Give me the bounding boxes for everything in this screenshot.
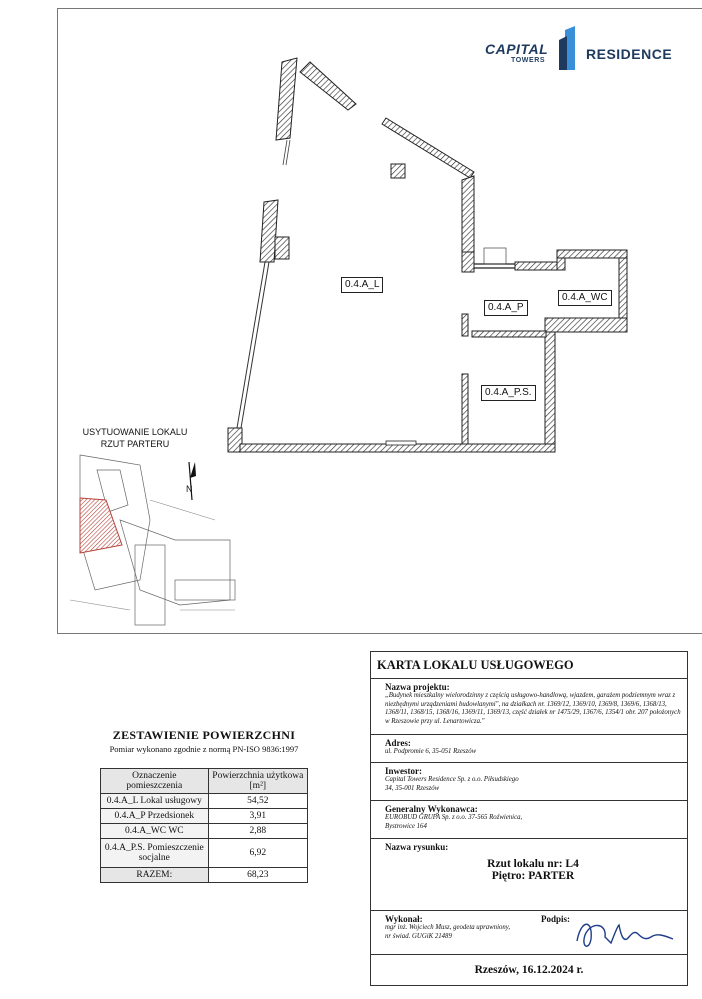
row-area: 6,92 <box>208 839 307 868</box>
location-title-line1: USYTUOWANIE LOKALU <box>82 427 188 437</box>
row-name: 0.4.A_P.S. Pomieszczenie socjalne <box>101 839 209 868</box>
project-label: Nazwa projektu: <box>385 682 450 692</box>
header-area: Powierzchnia użytkowa [m²] <box>208 769 307 794</box>
logo-residence-text: RESIDENCE <box>586 46 673 62</box>
column-center <box>391 164 405 178</box>
area-table <box>100 768 308 883</box>
row-area: 2,88 <box>208 824 307 839</box>
contractor-label: Generalny Wykonawca: <box>385 804 478 814</box>
drawing-line2: Piętro: PARTER <box>491 870 575 882</box>
card-title: KARTA LOKALU USŁUGOWEGO <box>371 652 687 679</box>
total-value: 68,23 <box>208 868 307 883</box>
row-name: 0.4.A_WC WC <box>101 824 209 839</box>
room-label-socjalne: 0.4.A_P.S. <box>481 385 536 401</box>
address-text: ul. Podpromie 6, 35-051 Rzeszów <box>385 748 477 755</box>
card-project-section <box>371 679 687 735</box>
logo-tower-icon <box>555 26 581 70</box>
made-by-label: Wykonał: <box>385 914 423 924</box>
investor-label: Inwestor: <box>385 766 422 776</box>
location-title-line2: RZUT PARTERU <box>100 439 170 449</box>
room-label-wc: 0.4.A_WC <box>558 290 612 306</box>
table-row <box>101 809 308 824</box>
card-investor-section <box>371 763 687 801</box>
table-row <box>101 824 308 839</box>
total-label: RAZEM: <box>101 868 209 883</box>
signature-icon <box>571 913 681 953</box>
wall-angled-top <box>300 62 356 110</box>
row-area: 54,52 <box>208 794 307 809</box>
summary-title: ZESTAWIENIE POWIERZCHNI <box>112 728 296 742</box>
logo-towers-text: TOWERS <box>511 57 546 64</box>
summary-note: Pomiar wykonano zgodnie z normą PN-ISO 9836:1997 <box>109 744 299 754</box>
header-room: Oznaczenie pomieszczenia <box>101 769 209 794</box>
room-label-lokal: 0.4.A_L <box>341 277 383 293</box>
signature-label: Podpis: <box>541 914 571 924</box>
table-row <box>101 794 308 809</box>
table-total-row <box>101 868 308 883</box>
address-label: Adres: <box>385 738 411 748</box>
project-text: „Budynek mieszkalny wielorodzinny z częścią usługowo-handlową, wjazdem, garażem podziemnym wraz z niezbędnymi urządzeniami budowlanymi", na działkach nr. 1369/12, 1369/10, 1369/8, 1369/6, 1368/13, 1368/11, 1368/15, 1368/16, 1369/11, 1369/13, część działek nr 1475/29, 1367/6, 1354/1 obr. 207 położonych w Rzeszowie przy ul. Lenartowicza." <box>385 692 681 725</box>
room-label-przedsionek: 0.4.A_P <box>484 300 528 316</box>
table-row <box>101 839 308 868</box>
location-mini-map <box>70 455 235 625</box>
wall-east-main <box>462 176 474 252</box>
area-summary <box>100 728 308 883</box>
row-area: 3,91 <box>208 809 307 824</box>
drawing-label: Nazwa rysunku: <box>385 842 449 852</box>
logo-capital-text: CAPITAL <box>485 41 549 57</box>
card-drawing-section <box>371 839 687 911</box>
card-author-section <box>371 911 687 955</box>
card-contractor-section <box>371 801 687 839</box>
investor-text: Capital Towers Residence Sp. z o.o. Piłsudskiego 34, 35-001 Rzeszów <box>385 776 519 792</box>
location-title <box>70 426 200 450</box>
north-label: N <box>186 484 193 494</box>
north-arrow-icon <box>189 462 196 500</box>
area-table-header <box>101 769 308 794</box>
card-address-section <box>371 735 687 763</box>
made-by-text: mgr inż. Wojciech Musz, geodeta uprawniony, nr świad. GUGiK 21489 <box>385 924 511 940</box>
wall-column-north <box>276 58 297 140</box>
row-name: 0.4.A_L Lokal usługowy <box>101 794 209 809</box>
contractor-text: EUROBUD GRUPA Sp. z o.o. 37-565 Roźwienica, Bystrowice 164 <box>385 814 523 830</box>
drawing-line1: Rzut lokalu nr: L4 <box>487 858 579 870</box>
property-card <box>370 651 688 986</box>
row-name: 0.4.A_P Przedsionek <box>101 809 209 824</box>
capital-towers-logo <box>483 26 683 76</box>
card-footer: Rzeszów, 16.12.2024 r. <box>474 964 584 976</box>
